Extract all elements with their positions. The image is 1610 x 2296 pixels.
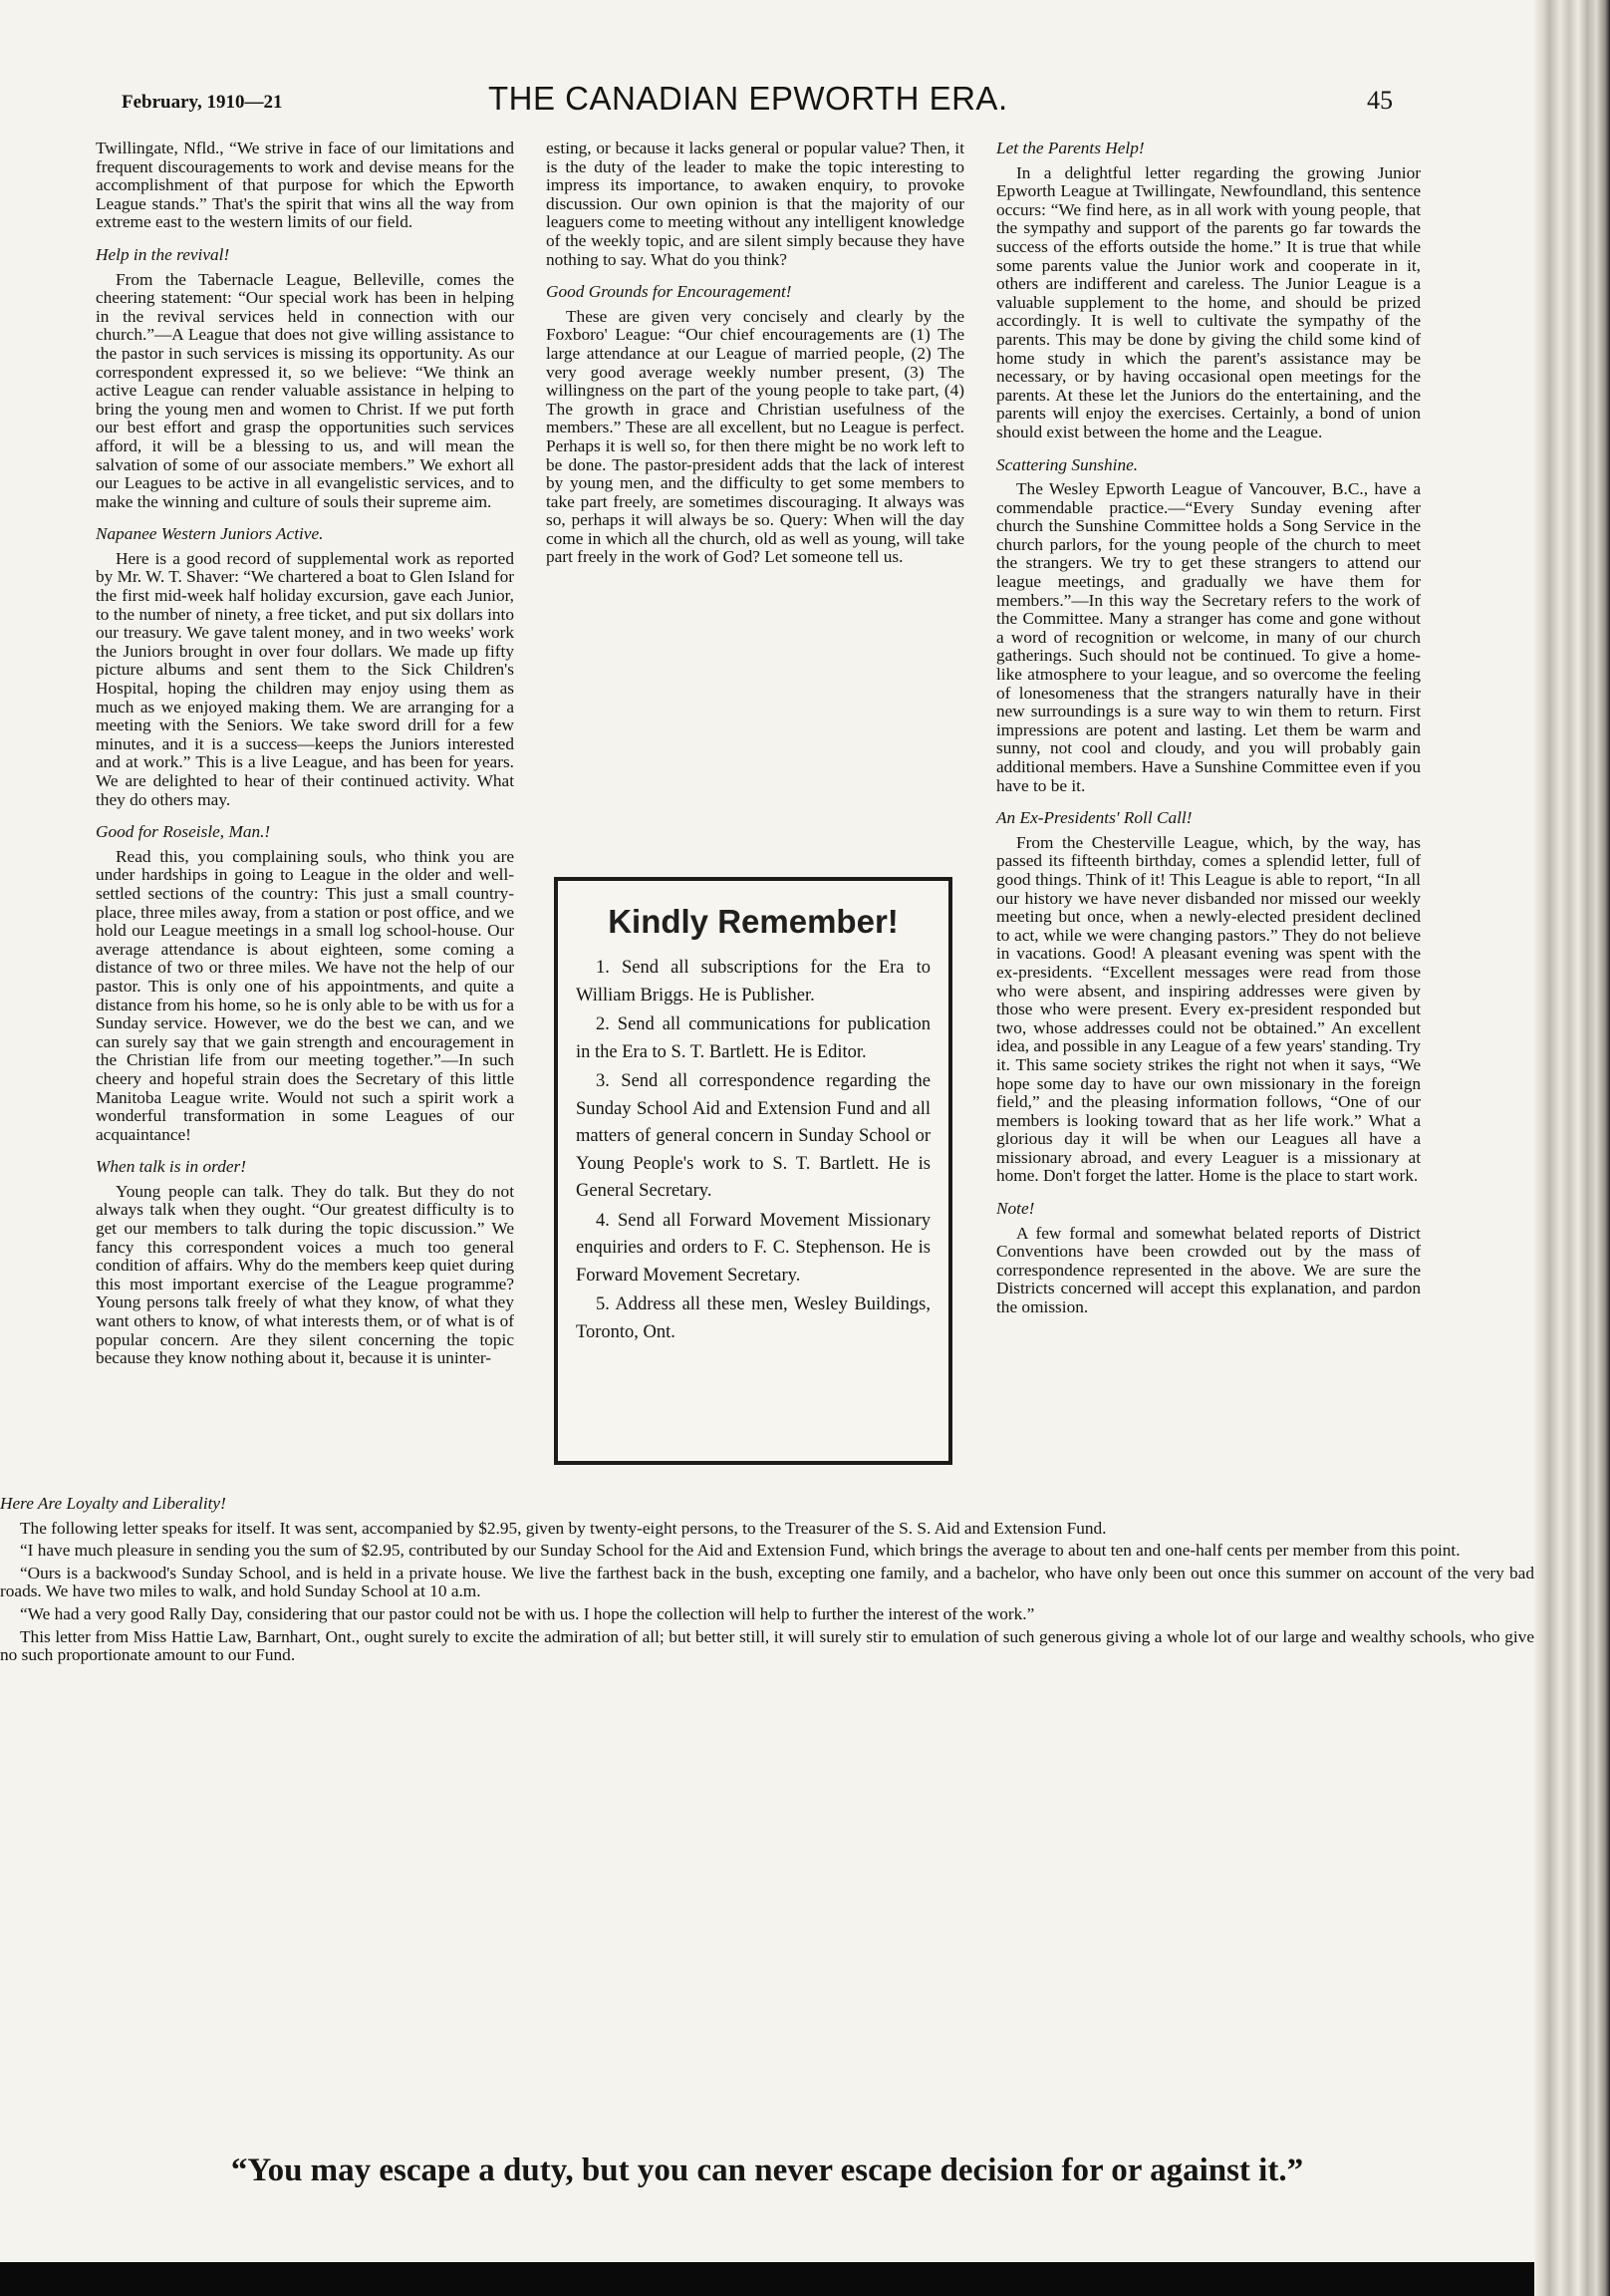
body-paragraph: The Wesley Epworth League of Vancouver, B.C., have a commendable practice.—“Every Sunday evening after church the Sunshine Committee holds a Song Service in the church parlors, for the young people of the church to meet the strangers. We try to get these strangers to attend our league meetings, and gradually we have them for members.”—In this way the Secretary refers to the work of the Committee. Many a stranger has come and gone without a word of recognition or welcome, in many of our church gatherings. Such should not be continued. To give a home-like atmosphere to your league, and so overcome the feeling of lonesomeness that the strangers naturally have in their new surroundings is a sure way to win them to return. First impressions are potent and lasting. Let them be warm and sunny, not cool and cloudy, and you will probably gain additional members. Have a Sunshine Committee even if you have to be it. <box>996 479 1421 795</box>
page-bottom-shadow <box>0 2262 1534 2296</box>
body-paragraph: “I have much pleasure in sending you the sum of $2.95, contributed by our Sunday School for the Aid and Extension Fund, which brings the average to about ten and one-half cents per member from this point. <box>20 1541 1461 1561</box>
body-paragraph: Young people can talk. They do talk. But they do not always talk when they ought. “Our greatest difficulty is to get our members to talk during the topic discussion.” We fancy this correspondent voices a much too general condition of affairs. Why do the members keep quiet during this most important exercise of the League programme? Young persons talk freely of what they know, of what they want others to know, of what interests them, or of what is of popular concern. Are they silent concerning the topic because they know nothing about it, because it is uninter- <box>96 1181 514 1368</box>
column-1 <box>96 140 514 1372</box>
section-heading: Good for Roseisle, Man.! <box>96 822 271 842</box>
kindly-remember-notice <box>554 877 952 1465</box>
body-paragraph: From the Tabernacle League, Belleville, comes the cheering statement: “Our special work has been in helping in the revival services held in connection with our church.”—A League that does not give willing assistance to the pastor in such services is missing its opportunity. As our correspondent expressed it, so we believe: “We think an active League can render valuable assistance in helping to bring the young men and women to Christ. If we put forth our best effort and grasp the opportunities such services afford, it will be a blessing to us, and will mean the salvation of some of our associate members.” We exhort all our Leagues to be active in all evangelistic services, and to make the winning and culture of souls their supreme aim. <box>96 269 514 511</box>
running-head <box>0 80 1534 124</box>
body-paragraph: In a delightful letter regarding the growing Junior Epworth League at Twillingate, Newfoundland, this sentence occurs: “We find here, as in all work with young people, that the sympathy and support of the parents go far towards the success of the efforts outside the home.” It is true that while some parents value the Junior work and cooperate in it, others are indifferent and careless. The Junior League is a valuable supplement to the home, and should be prized accordingly. It is well to cultivate the sympathy of the parents. This may be done by giving the child some kind of home study in which the parent's assistance may be necessary, or by having occasional open meetings for the parents. At these let the Juniors do the entertaining, and the parents will enjoy the exercises. Certainly, a bond of union should exist between the home and the League. <box>996 162 1421 441</box>
body-paragraph: A few formal and somewhat belated reports of District Conventions have been crowded out by the mass of correspondence represented in the above. We are sure the Districts concerned will accept this explanation, and pardon the omission. <box>996 1223 1421 1317</box>
body-paragraph: “We had a very good Rally Day, considering that our pastor could not be with us. I hope the collection will help to further the interest of the work.” <box>20 1603 1035 1623</box>
section-heading: Let the Parents Help! <box>996 139 1145 157</box>
footer-quote: “You may escape a duty, but you can never escape decision for or against it.” <box>230 2152 1304 2188</box>
section-heading: An Ex-Presidents' Roll Call! <box>996 808 1193 828</box>
column-2-lower <box>0 1495 1534 1669</box>
body-paragraph: “Ours is a backwood's Sunday School, and is held in a private house. We live the farthest back in the bush, excepting one family, and a bachelor, who have only been out once this summer on account of the very bad roads. We have two miles to walk, and hold Sunday School at 10 a.m. <box>0 1563 1534 1601</box>
body-paragraph: From the Chesterville League, which, by the way, has passed its fifteenth birthday, comes a splendid letter, full of good things. Think of it! This League is able to report, “In all our history we have never disbanded nor missed our weekly meeting but once, when a newly-elected president declined to act, while we were changing pastors.” They do not believe in vacations. Good! A pleasant evening was spent with the ex-presidents. “Excellent messages were read from those who were absent, and inspiring addresses were given by those who were present. Every ex-president responded but two, whose addresses could not be obtained.” An excellent idea, and possible in any League of a few years' standing. Try it. This same society strikes the right not when it says, “We hope some day to have our own missionary in the foreign field,” and the pleasing information follows, “One of our members is looking toward that as her life work.” What a glorious day it will be when our Leagues all have a missionary abroad, and every Leaguer is a missionary at home. Don't forget the latter. Home is the place to start work. <box>996 832 1421 1186</box>
section-heading: Scattering Sunshine. <box>996 454 1139 474</box>
publication-title: THE CANADIAN EPWORTH ERA. <box>488 80 1008 117</box>
body-paragraph: Read this, you complaining souls, who think you are under hardships in going to League in the older and well-settled sections of the country: This just a small country-place, three miles away, from a station or post office, and we hold our League meetings in a small log school-house. Our average attendance is about eighteen, some coming a distance of two or three miles. We have not the help of our pastor. This is only one of his appointments, and quite a distance from his home, so he is only able to be with us for a Sunday service. However, we do the best we can, and we can surely say that we gain strength and encouragement in the Christian life from our meeting together.”—In such cheery and hopeful strain does the Secretary of this little Manitoba League write. Would not such a spirit work a wonderful transformation in some Leagues of our acquaintance! <box>96 846 514 1144</box>
section-heading: Napanee Western Juniors Active. <box>96 524 324 544</box>
notice-item: 5. Address all these men, Wesley Buildings, Toronto, Ont. <box>576 1294 931 1342</box>
section-heading: Help in the revival! <box>96 244 230 264</box>
page-edge <box>1534 0 1610 2296</box>
issue-date: February, 1910—21 <box>122 92 283 113</box>
notice-item: 4. Send all Forward Movement Missionary enquiries and orders to F. C. Stephenson. He is Forward Movement Secretary. <box>576 1210 931 1286</box>
column-3 <box>996 140 1421 1321</box>
notice-title: Kindly Remember! <box>608 903 899 940</box>
section-heading: When talk is in order! <box>96 1157 247 1177</box>
body-paragraph: The following letter speaks for itself. It was sent, accompanied by $2.95, given by twenty-eight persons, to the Treasurer of the S. S. Aid and Extension Fund. <box>20 1518 1107 1538</box>
body-paragraph: Twillingate, Nfld., “We strive in face of our limitations and frequent discouragements to work and devise means for the accomplishment of that purpose for which the Epworth League stands.” That's the spirit that wins all the way from extreme east to the western limits of our field. <box>96 139 514 232</box>
body-paragraph: This letter from Miss Hattie Law, Barnhart, Ont., ought surely to excite the admiration of all; but better still, it will surely stir to emulation of such generous giving a whole lot of our large and wealthy schools, who give no such proportionate amount to our Fund. <box>0 1626 1534 1665</box>
body-paragraph: esting, or because it lacks general or popular value? Then, it is the duty of the leader to make the topic interesting to impress its importance, to awaken enquiry, to provoke discussion. Our own opinion is that the majority of our leaguers come to meeting without any intelligent knowledge of the weekly topic, and are silent simply because they have nothing to say. What do you think? <box>546 139 964 269</box>
notice-item: 2. Send all communications for publication in the Era to S. T. Bartlett. He is Editor. <box>576 1014 931 1062</box>
body-paragraph: Here is a good record of supplemental work as reported by Mr. W. T. Shaver: “We chartered a boat to Glen Island for the first mid-week half holiday excursion, gave each Junior, to the number of ninety, a free ticket, and put six dollars into our treasury. We gave talent money, and in two weeks' work the Juniors brought in over four dollars. We made up fifty picture albums and sent them to the Sick Children's Hospital, hoping the children may enjoy using them as much as we enjoyed making them. We are arranging for a meeting with the Seniors. We take sword drill for a few minutes, and it is a success—keeps the Juniors interested and at work.” This is a live League, and has been for years. We are delighted to hear of their continued activity. What they do others may. <box>96 548 514 809</box>
section-heading: Here Are Loyalty and Liberality! <box>0 1494 226 1513</box>
page-number: 45 <box>1367 86 1393 115</box>
section-heading: Good Grounds for Encouragement! <box>546 282 792 302</box>
notice-item: 1. Send all subscriptions for the Era to William Briggs. He is Publisher. <box>576 958 931 1005</box>
column-2 <box>546 140 964 571</box>
section-heading: Note! <box>996 1199 1035 1219</box>
body-paragraph: These are given very concisely and clearly by the Foxboro' League: “Our chief encouragements are (1) The large attendance at our League of married people, (2) The very good average weekly number present, (3) The willingness on the part of the young people to take part, (4) The growth in grace and Christian usefulness of the members.” These are all excellent, but no League is perfect. Perhaps it is well so, for then there might be no work left to be done. The pastor-president adds that the lack of interest by young men, and the difficulty to get some members to take part freely, are sometimes discouraging. It always was so, perhaps it will always be so. Query: When will the day come in which all the church, old as well as young, will take part freely in the work of God? Let someone tell us. <box>546 306 964 567</box>
notice-list <box>576 955 931 1346</box>
notice-item: 3. Send all correspondence regarding the Sunday School Aid and Extension Fund and all matters of general concern in Sunday School or Young People's work to S. T. Bartlett. He is General Secretary. <box>576 1071 931 1201</box>
